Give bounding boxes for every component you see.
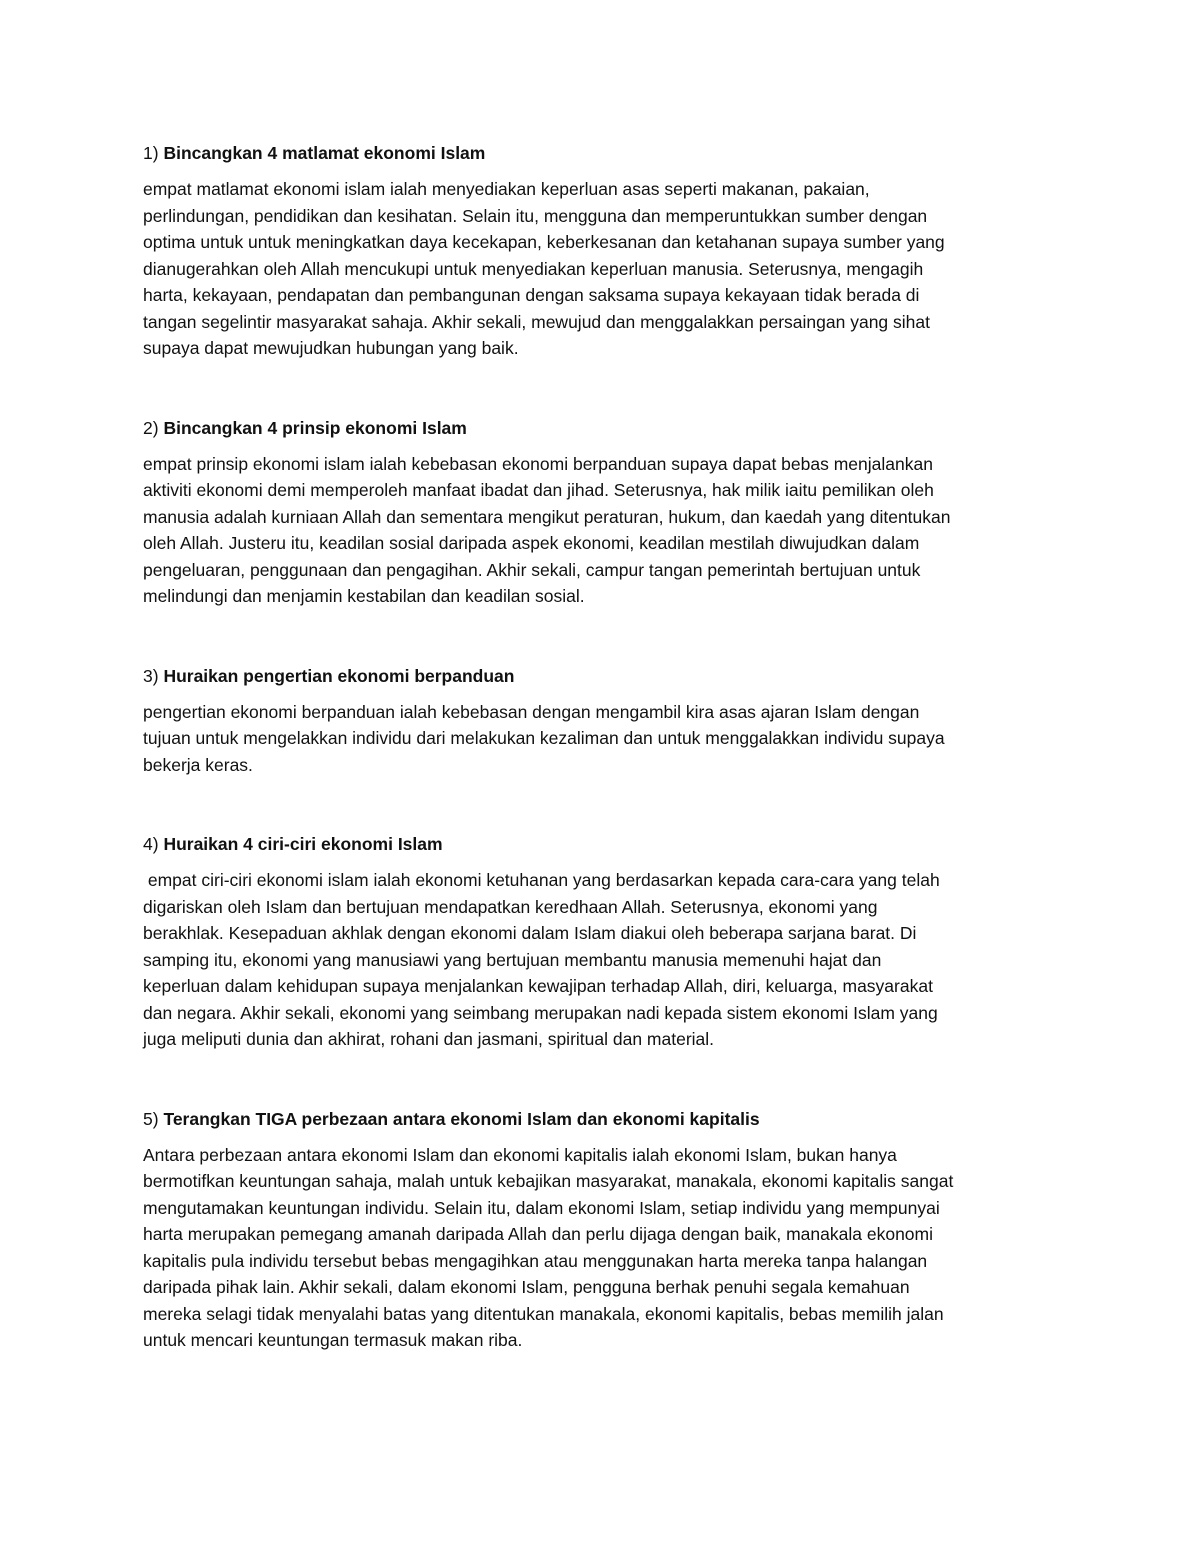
question-heading (143, 663, 1068, 689)
section-spacer (143, 1053, 1068, 1106)
question-heading (143, 140, 1068, 166)
section-3 (143, 663, 1068, 779)
answer-paragraph: empat matlamat ekonomi islam ialah menyediakan keperluan asas seperti makanan, pakaian, perlindungan, pendidikan dan kesihatan. Selain itu, mengguna dan memperuntukkan sumber dengan optima untuk untuk meningkatkan daya kecekapan, keberkesanan dan ketahanan supaya sumber yang dianugerahkan oleh Allah mencukupi untuk menyediakan keperluan manusia. Seterusnya, mengagih harta, kekayaan, pendapatan dan pembangunan dengan saksama supaya kekayaan tidak berada di tangan segelintir masyarakat sahaja. Akhir sekali, mewujud dan menggalakkan persaingan yang sihat supaya dapat mewujudkan hubungan yang baik. (143, 179, 945, 358)
question-number: 1) (143, 143, 159, 163)
question-heading (143, 831, 1068, 857)
answer-paragraph: empat ciri-ciri ekonomi islam ialah ekonomi ketuhanan yang berdasarkan kepada cara-cara yang telah digariskan oleh Islam dan bertujuan mendapatkan keredhaan Allah. Seterusnya, ekonomi yang berakhlak. Kesepaduan akhlak dengan ekonomi dalam Islam diakui oleh beberapa sarjana barat. Di samping itu, ekonomi yang manusiawi yang bertujuan membantu manusia memenuhi hajat dan keperluan dalam kehidupan supaya menjalankan kewajipan terhadap Allah, diri, keluarga, masyarakat dan negara. Akhir sekali, ekonomi yang seimbang merupakan nadi kepada sistem ekonomi Islam yang juga meliputi dunia dan akhirat, rohani dan jasmani, spiritual dan material. (143, 870, 940, 1049)
answer-paragraph: Antara perbezaan antara ekonomi Islam dan ekonomi kapitalis ialah ekonomi Islam, bukan hanya bermotifkan keuntungan sahaja, malah untuk kebajikan masyarakat, manakala, ekonomi kapitalis sangat mengutamakan keuntungan individu. Selain itu, dalam ekonomi Islam, setiap individu yang mempunyai harta merupakan pemegang amanah daripada Allah dan perlu dijaga dengan baik, manakala ekonomi kapitalis pula individu tersebut bebas mengagihkan atau menggunakan harta mereka tanpa halangan daripada pihak lain. Akhir sekali, dalam ekonomi Islam, pengguna berhak penuhi segala kemahuan mereka selagi tidak menyalahi batas yang ditentukan manakala, ekonomi kapitalis, bebas memilih jalan untuk mencari keuntungan termasuk makan riba. (143, 1144, 954, 1350)
section-1 (143, 140, 1068, 362)
section-spacer (143, 610, 1068, 663)
question-text: Terangkan TIGA perbezaan antara ekonomi Islam dan ekonomi kapitalis (163, 1108, 760, 1129)
question-text: Bincangkan 4 prinsip ekonomi Islam (163, 417, 467, 438)
question-heading (143, 1106, 1068, 1132)
section-2 (143, 415, 1068, 610)
question-heading (143, 415, 1068, 441)
question-text: Huraikan pengertian ekonomi berpanduan (163, 665, 515, 686)
question-number: 5) (143, 1108, 159, 1129)
question-number: 2) (143, 417, 159, 438)
document-page (143, 140, 1068, 1354)
section-5 (143, 1106, 1068, 1354)
section-4 (143, 831, 1068, 1053)
question-number: 4) (143, 834, 159, 854)
question-text: Huraikan 4 ciri-ciri ekonomi Islam (163, 834, 443, 854)
question-text: Bincangkan 4 matlamat ekonomi Islam (163, 143, 486, 163)
section-spacer (143, 778, 1068, 831)
answer-paragraph: empat prinsip ekonomi islam ialah kebebasan ekonomi berpanduan supaya dapat bebas menjalankan aktiviti ekonomi demi memperoleh manfaat ibadat dan jihad. Seterusnya, hak milik iaitu pemilikan oleh manusia adalah kurniaan Allah dan sementara mengikut peraturan, hukum, dan kaedah yang ditentukan oleh Allah. Justeru itu, keadilan sosial daripada aspek ekonomi, keadilan mestilah diwujudkan dalam pengeluaran, penggunaan dan pengagihan. Akhir sekali, campur tangan pemerintah bertujuan untuk melindungi dan menjamin kestabilan dan keadilan sosial. (143, 453, 951, 606)
question-number: 3) (143, 665, 159, 686)
section-spacer (143, 362, 1068, 415)
answer-paragraph: pengertian ekonomi berpanduan ialah kebebasan dengan mengambil kira asas ajaran Islam dengan tujuan untuk mengelakkan individu dari melakukan kezaliman dan untuk menggalakkan individu supaya bekerja keras. (143, 701, 945, 775)
